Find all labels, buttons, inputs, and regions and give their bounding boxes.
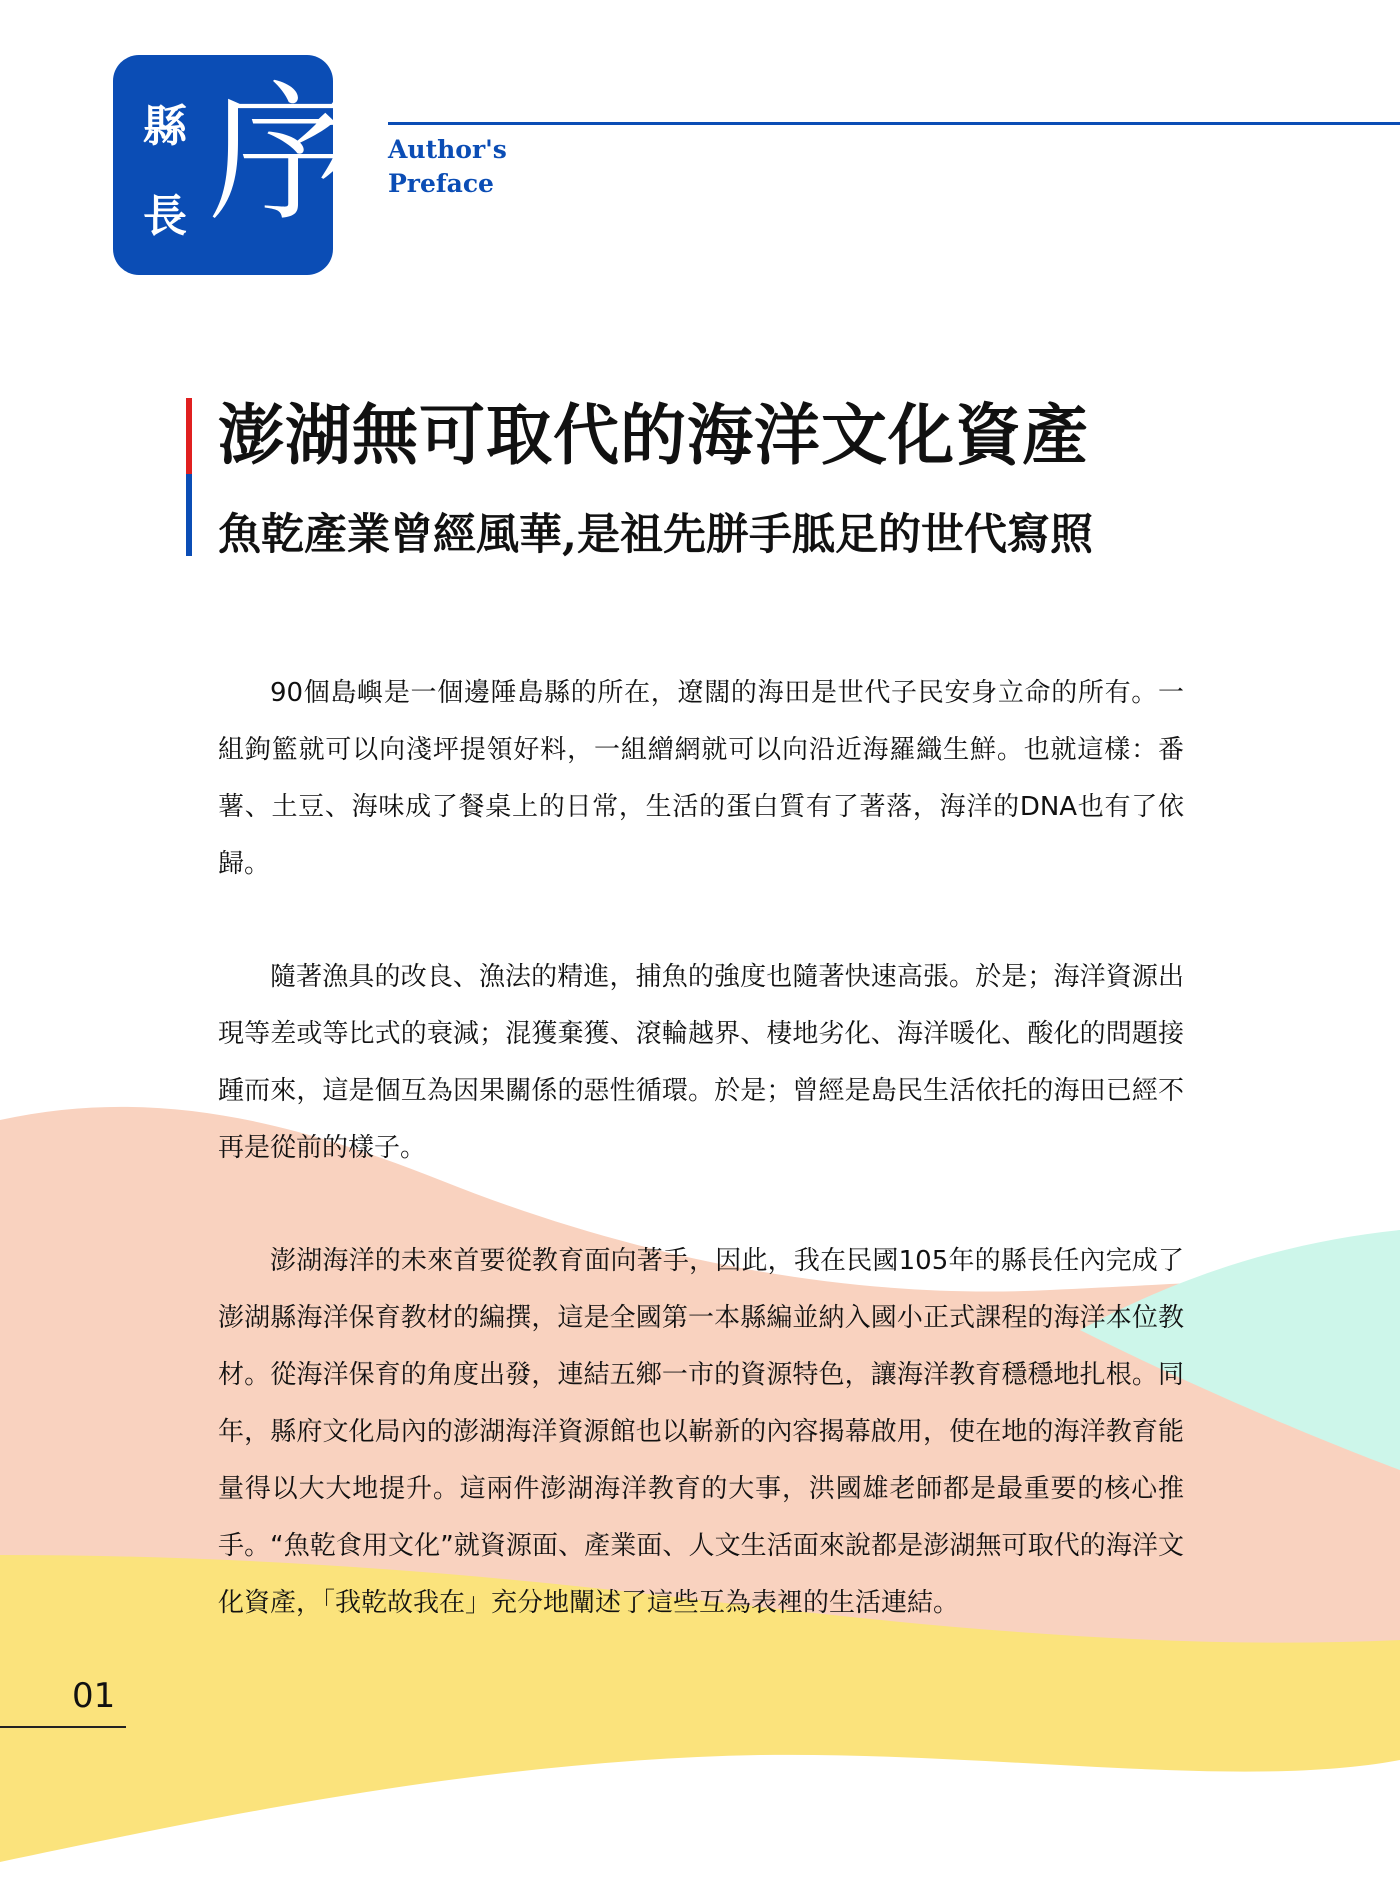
page-subtitle: 魚乾產業曾經風華,是祖先胼手胝足的世代寫照	[218, 510, 1093, 560]
header-label-line1: Author's	[388, 135, 507, 164]
page-title: 澎湖無可取代的海洋文化資產	[218, 396, 1089, 474]
paragraph-1: 90個島嶼是一個邊陲島縣的所在，遼闊的海田是世代子民安身立命的所有。一組鉤籃就可以向淺坪提領好料，一組繒網就可以向沿近海羅織生鮮。也就這樣：番薯、土豆、海味成了餐桌上的日常，生活的蛋白質有了著落，海洋的DNA也有了依歸。	[218, 678, 1184, 879]
page-number: 01	[72, 1676, 116, 1716]
title-bar-red	[186, 398, 192, 474]
page-number-underline	[0, 1726, 126, 1728]
badge-char-preface: 序	[208, 68, 359, 242]
header-label	[388, 133, 507, 201]
preface-badge	[113, 55, 359, 275]
badge-char-head: 長	[143, 191, 187, 242]
title-bar-blue	[186, 474, 192, 556]
article-body	[218, 665, 1184, 1688]
badge-char-county: 縣	[143, 101, 187, 152]
paragraph-2: 隨著漁具的改良、漁法的精進，捕魚的強度也隨著快速高張。於是；海洋資源出現等差或等比式的衰減；混獲棄獲、滾輪越界、棲地劣化、海洋暖化、酸化的問題接踵而來，這是個互為因果關係的惡性循環。於是；曾經是島民生活依托的海田已經不再是從前的樣子。	[218, 962, 1184, 1163]
header-label-line2: Preface	[388, 169, 494, 198]
header-divider	[388, 122, 1400, 125]
paragraph-3: 澎湖海洋的未來首要從教育面向著手，因此，我在民國105年的縣長任內完成了澎湖縣海洋保育教材的編撰，這是全國第一本縣編並納入國小正式課程的海洋本位教材。從海洋保育的角度出發，連結五鄉一市的資源特色，讓海洋教育穩穩地扎根。同年，縣府文化局內的澎湖海洋資源館也以嶄新的內容揭幕啟用，使在地的海洋教育能量得以大大地提升。這兩件澎湖海洋教育的大事，洪國雄老師都是最重要的核心推手。“魚乾食用文化”就資源面、產業面、人文生活面來說都是澎湖無可取代的海洋文化資產，「我乾故我在」充分地闡述了這些互為表裡的生活連結。	[218, 1246, 1184, 1618]
